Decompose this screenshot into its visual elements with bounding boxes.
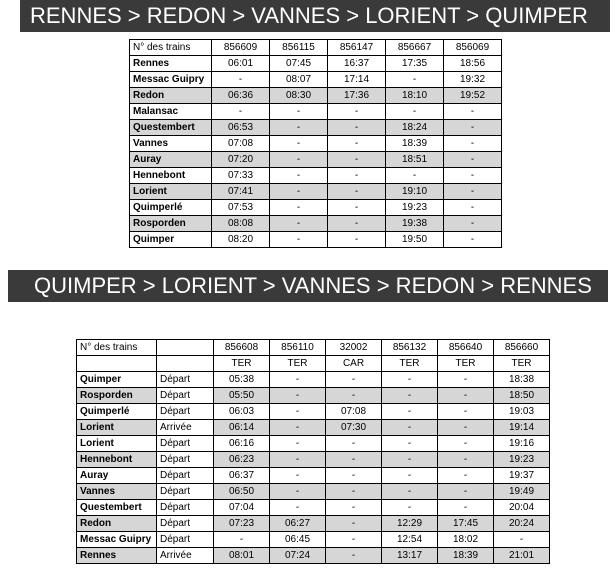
time-cell: -: [444, 120, 502, 136]
time-cell: -: [438, 388, 494, 404]
timetable-return: [76, 339, 550, 564]
train-number: 32002: [326, 340, 382, 356]
time-cell: -: [386, 104, 444, 120]
time-cell: -: [444, 184, 502, 200]
station-name: Auray: [77, 468, 157, 484]
time-cell: -: [382, 372, 438, 388]
time-cell: 07:08: [326, 404, 382, 420]
time-cell: 12:29: [382, 516, 438, 532]
event-type: Départ: [157, 468, 214, 484]
time-cell: -: [270, 120, 328, 136]
time-cell: 19:50: [386, 232, 444, 248]
time-cell: -: [382, 500, 438, 516]
time-cell: -: [326, 548, 382, 564]
time-cell: -: [382, 484, 438, 500]
train-type: TER: [270, 356, 326, 372]
time-cell: -: [444, 152, 502, 168]
time-cell: 07:24: [270, 548, 326, 564]
table-row: [77, 436, 550, 452]
time-cell: -: [382, 452, 438, 468]
time-cell: 06:45: [270, 532, 326, 548]
table-row: [77, 420, 550, 436]
event-type: Départ: [157, 516, 214, 532]
time-cell: -: [386, 72, 444, 88]
time-cell: -: [214, 532, 270, 548]
table-row: [130, 88, 502, 104]
table-row: [77, 484, 550, 500]
time-cell: -: [328, 104, 386, 120]
timetable-outbound: [129, 39, 502, 248]
time-cell: 18:10: [386, 88, 444, 104]
train-number: 856608: [214, 340, 270, 356]
table-row: [130, 56, 502, 72]
time-cell: -: [270, 420, 326, 436]
header-blank: [157, 340, 214, 356]
train-number: 856069: [444, 40, 502, 56]
table-row: [77, 404, 550, 420]
time-cell: -: [328, 136, 386, 152]
time-cell: -: [438, 452, 494, 468]
event-type: Départ: [157, 436, 214, 452]
time-cell: -: [326, 484, 382, 500]
time-cell: 08:01: [214, 548, 270, 564]
time-cell: 07:53: [212, 200, 270, 216]
time-cell: 07:20: [212, 152, 270, 168]
time-cell: -: [386, 168, 444, 184]
time-cell: -: [270, 168, 328, 184]
time-cell: 20:04: [494, 500, 550, 516]
type-blank: [77, 356, 157, 372]
table-row: [130, 152, 502, 168]
time-cell: -: [212, 72, 270, 88]
time-cell: -: [382, 436, 438, 452]
train-number: 856667: [386, 40, 444, 56]
time-cell: 19:23: [494, 452, 550, 468]
time-cell: -: [438, 404, 494, 420]
time-cell: -: [270, 484, 326, 500]
time-cell: 21:01: [494, 548, 550, 564]
station-name: Lorient: [130, 184, 212, 200]
table-row: [130, 168, 502, 184]
time-cell: -: [444, 232, 502, 248]
time-cell: 19:52: [444, 88, 502, 104]
station-name: Auray: [130, 152, 212, 168]
time-cell: -: [270, 500, 326, 516]
table-header-row: [77, 340, 550, 356]
time-cell: 19:49: [494, 484, 550, 500]
station-name: Questembert: [130, 120, 212, 136]
time-cell: -: [328, 120, 386, 136]
station-name: Redon: [130, 88, 212, 104]
time-cell: -: [326, 500, 382, 516]
station-name: Lorient: [77, 436, 157, 452]
time-cell: 20:24: [494, 516, 550, 532]
table-row: [77, 468, 550, 484]
time-cell: 08:20: [212, 232, 270, 248]
train-number: 856110: [270, 340, 326, 356]
station-name: Hennebont: [130, 168, 212, 184]
train-type: TER: [382, 356, 438, 372]
time-cell: -: [328, 232, 386, 248]
time-cell: 18:56: [444, 56, 502, 72]
station-name: Messac Guipry: [77, 532, 157, 548]
time-cell: -: [444, 216, 502, 232]
time-cell: -: [438, 372, 494, 388]
time-cell: -: [270, 104, 328, 120]
time-cell: -: [382, 420, 438, 436]
time-cell: 19:38: [386, 216, 444, 232]
time-cell: 07:41: [212, 184, 270, 200]
time-cell: -: [328, 184, 386, 200]
time-cell: 08:30: [270, 88, 328, 104]
table-row: [130, 216, 502, 232]
event-type: Départ: [157, 452, 214, 468]
time-cell: -: [444, 104, 502, 120]
time-cell: -: [382, 468, 438, 484]
time-cell: 19:37: [494, 468, 550, 484]
table-row: [77, 500, 550, 516]
time-cell: -: [328, 152, 386, 168]
time-cell: -: [438, 420, 494, 436]
time-cell: 07:33: [212, 168, 270, 184]
time-cell: 06:03: [214, 404, 270, 420]
time-cell: 18:39: [386, 136, 444, 152]
table-row: [77, 516, 550, 532]
time-cell: 05:38: [214, 372, 270, 388]
time-cell: 12:54: [382, 532, 438, 548]
time-cell: 18:02: [438, 532, 494, 548]
time-cell: -: [270, 436, 326, 452]
time-cell: 19:14: [494, 420, 550, 436]
table-row: [130, 200, 502, 216]
time-cell: 06:16: [214, 436, 270, 452]
train-type: CAR: [326, 356, 382, 372]
station-name: Rosporden: [130, 216, 212, 232]
time-cell: 18:39: [438, 548, 494, 564]
time-cell: 07:08: [212, 136, 270, 152]
station-name: Lorient: [77, 420, 157, 436]
time-cell: 17:45: [438, 516, 494, 532]
train-number: 856660: [494, 340, 550, 356]
time-cell: 06:36: [212, 88, 270, 104]
time-cell: -: [326, 388, 382, 404]
train-number: 856609: [212, 40, 270, 56]
time-cell: 17:35: [386, 56, 444, 72]
time-cell: 19:32: [444, 72, 502, 88]
table-row: [77, 548, 550, 564]
time-cell: 08:08: [212, 216, 270, 232]
train-number: 856132: [382, 340, 438, 356]
event-type: Départ: [157, 404, 214, 420]
station-name: Rennes: [77, 548, 157, 564]
time-cell: -: [444, 168, 502, 184]
time-cell: -: [270, 404, 326, 420]
table-row: [130, 232, 502, 248]
table-row: [77, 372, 550, 388]
title-banner-return: QUIMPER > LORIENT > VANNES > REDON > RENNES: [8, 270, 608, 302]
train-number: 856115: [270, 40, 328, 56]
station-name: Vannes: [130, 136, 212, 152]
time-cell: -: [212, 104, 270, 120]
train-type: TER: [438, 356, 494, 372]
station-name: Quimper: [77, 372, 157, 388]
title-banner-outbound: RENNES > REDON > VANNES > LORIENT > QUIMPER: [20, 0, 610, 32]
time-cell: 17:14: [328, 72, 386, 88]
table-row: [77, 532, 550, 548]
station-name: Quimper: [130, 232, 212, 248]
station-name: Quimperlé: [77, 404, 157, 420]
time-cell: 07:04: [214, 500, 270, 516]
time-cell: -: [494, 532, 550, 548]
table-row: [130, 120, 502, 136]
time-cell: 16:37: [328, 56, 386, 72]
time-cell: -: [326, 452, 382, 468]
time-cell: -: [270, 372, 326, 388]
time-cell: -: [438, 484, 494, 500]
time-cell: 19:16: [494, 436, 550, 452]
time-cell: -: [438, 436, 494, 452]
time-cell: -: [270, 388, 326, 404]
station-name: Rennes: [130, 56, 212, 72]
station-name: Messac Guipry: [130, 72, 212, 88]
station-name: Quimperlé: [130, 200, 212, 216]
event-type: Départ: [157, 388, 214, 404]
station-name: Malansac: [130, 104, 212, 120]
time-cell: -: [382, 404, 438, 420]
time-cell: -: [270, 136, 328, 152]
time-cell: 07:23: [214, 516, 270, 532]
time-cell: 18:38: [494, 372, 550, 388]
time-cell: -: [326, 532, 382, 548]
time-cell: -: [270, 152, 328, 168]
train-type: TER: [494, 356, 550, 372]
time-cell: -: [270, 216, 328, 232]
table-row: [130, 104, 502, 120]
event-type: Départ: [157, 532, 214, 548]
time-cell: -: [326, 468, 382, 484]
time-cell: 06:27: [270, 516, 326, 532]
event-type: Départ: [157, 500, 214, 516]
time-cell: 13:17: [382, 548, 438, 564]
train-number-label: N° des trains: [77, 340, 157, 356]
time-cell: 07:30: [326, 420, 382, 436]
time-cell: 19:10: [386, 184, 444, 200]
time-cell: -: [444, 200, 502, 216]
time-cell: 19:03: [494, 404, 550, 420]
time-cell: 06:14: [214, 420, 270, 436]
event-type: Départ: [157, 372, 214, 388]
train-number-label: N° des trains: [130, 40, 212, 56]
type-blank: [157, 356, 214, 372]
station-name: Questembert: [77, 500, 157, 516]
station-name: Hennebont: [77, 452, 157, 468]
time-cell: -: [270, 200, 328, 216]
station-name: Rosporden: [77, 388, 157, 404]
table-row: [130, 136, 502, 152]
time-cell: 17:36: [328, 88, 386, 104]
train-number: 856147: [328, 40, 386, 56]
time-cell: 05:50: [214, 388, 270, 404]
table-row: [77, 388, 550, 404]
station-name: Redon: [77, 516, 157, 532]
event-type: Arrivée: [157, 548, 214, 564]
table-row: [130, 184, 502, 200]
station-name: Vannes: [77, 484, 157, 500]
time-cell: 18:50: [494, 388, 550, 404]
table-row: [77, 452, 550, 468]
time-cell: -: [270, 452, 326, 468]
train-number: 856640: [438, 340, 494, 356]
train-type: TER: [214, 356, 270, 372]
event-type: Arrivée: [157, 420, 214, 436]
time-cell: -: [270, 232, 328, 248]
time-cell: 08:07: [270, 72, 328, 88]
time-cell: -: [328, 200, 386, 216]
table-header-row: [130, 40, 502, 56]
time-cell: 06:53: [212, 120, 270, 136]
time-cell: 18:24: [386, 120, 444, 136]
time-cell: -: [438, 500, 494, 516]
time-cell: 18:51: [386, 152, 444, 168]
time-cell: 06:01: [212, 56, 270, 72]
time-cell: -: [444, 136, 502, 152]
table-type-row: [77, 356, 550, 372]
time-cell: -: [382, 388, 438, 404]
time-cell: 07:45: [270, 56, 328, 72]
event-type: Départ: [157, 484, 214, 500]
time-cell: 06:37: [214, 468, 270, 484]
time-cell: -: [270, 184, 328, 200]
time-cell: -: [326, 436, 382, 452]
time-cell: 19:23: [386, 200, 444, 216]
time-cell: -: [326, 372, 382, 388]
time-cell: -: [328, 216, 386, 232]
time-cell: 06:23: [214, 452, 270, 468]
time-cell: -: [270, 468, 326, 484]
time-cell: -: [328, 168, 386, 184]
time-cell: 06:50: [214, 484, 270, 500]
table-row: [130, 72, 502, 88]
time-cell: -: [326, 516, 382, 532]
time-cell: -: [438, 468, 494, 484]
